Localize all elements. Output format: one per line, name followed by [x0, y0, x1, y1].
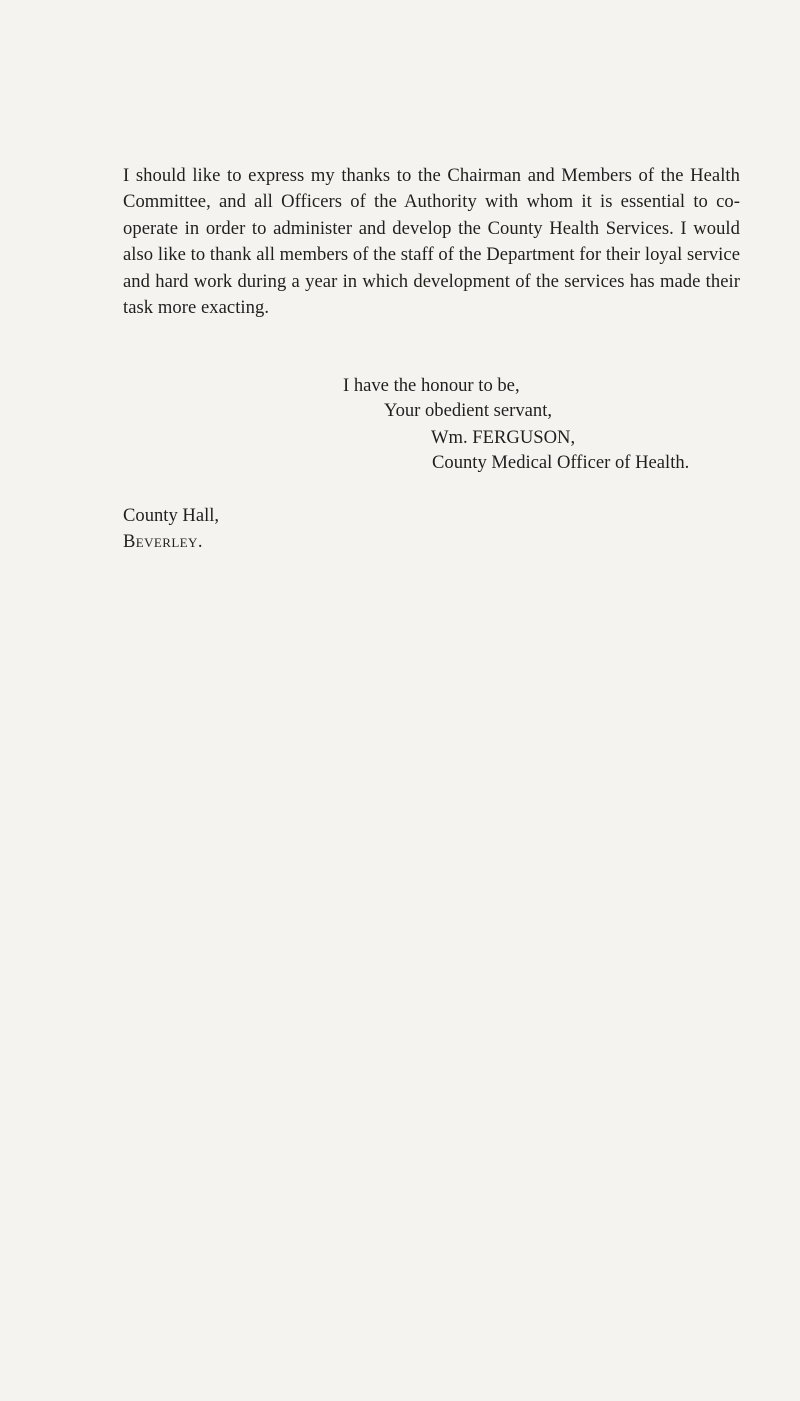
signatory-name: Wm. FERGUSON,: [431, 427, 576, 448]
address-line-1: County Hall,: [123, 505, 220, 526]
closing-servant-line: Your obedient servant,: [384, 400, 553, 421]
closing-honour-line: I have the honour to be,: [343, 375, 520, 396]
signatory-title: County Medical Officer of Health.: [432, 452, 690, 473]
letter-body-paragraph: I should like to express my thanks to the Chairman and Members of the Health Committee, and all Officers of the Authority with whom it is essential to co-operate in order to administer and develop the County Health Services. I would also like to thank all members of the staff of the Department for their loyal service and hard work during a year in which development of the services has made their task more exacting.: [123, 165, 740, 319]
address-line-2: Beverley.: [123, 531, 203, 552]
